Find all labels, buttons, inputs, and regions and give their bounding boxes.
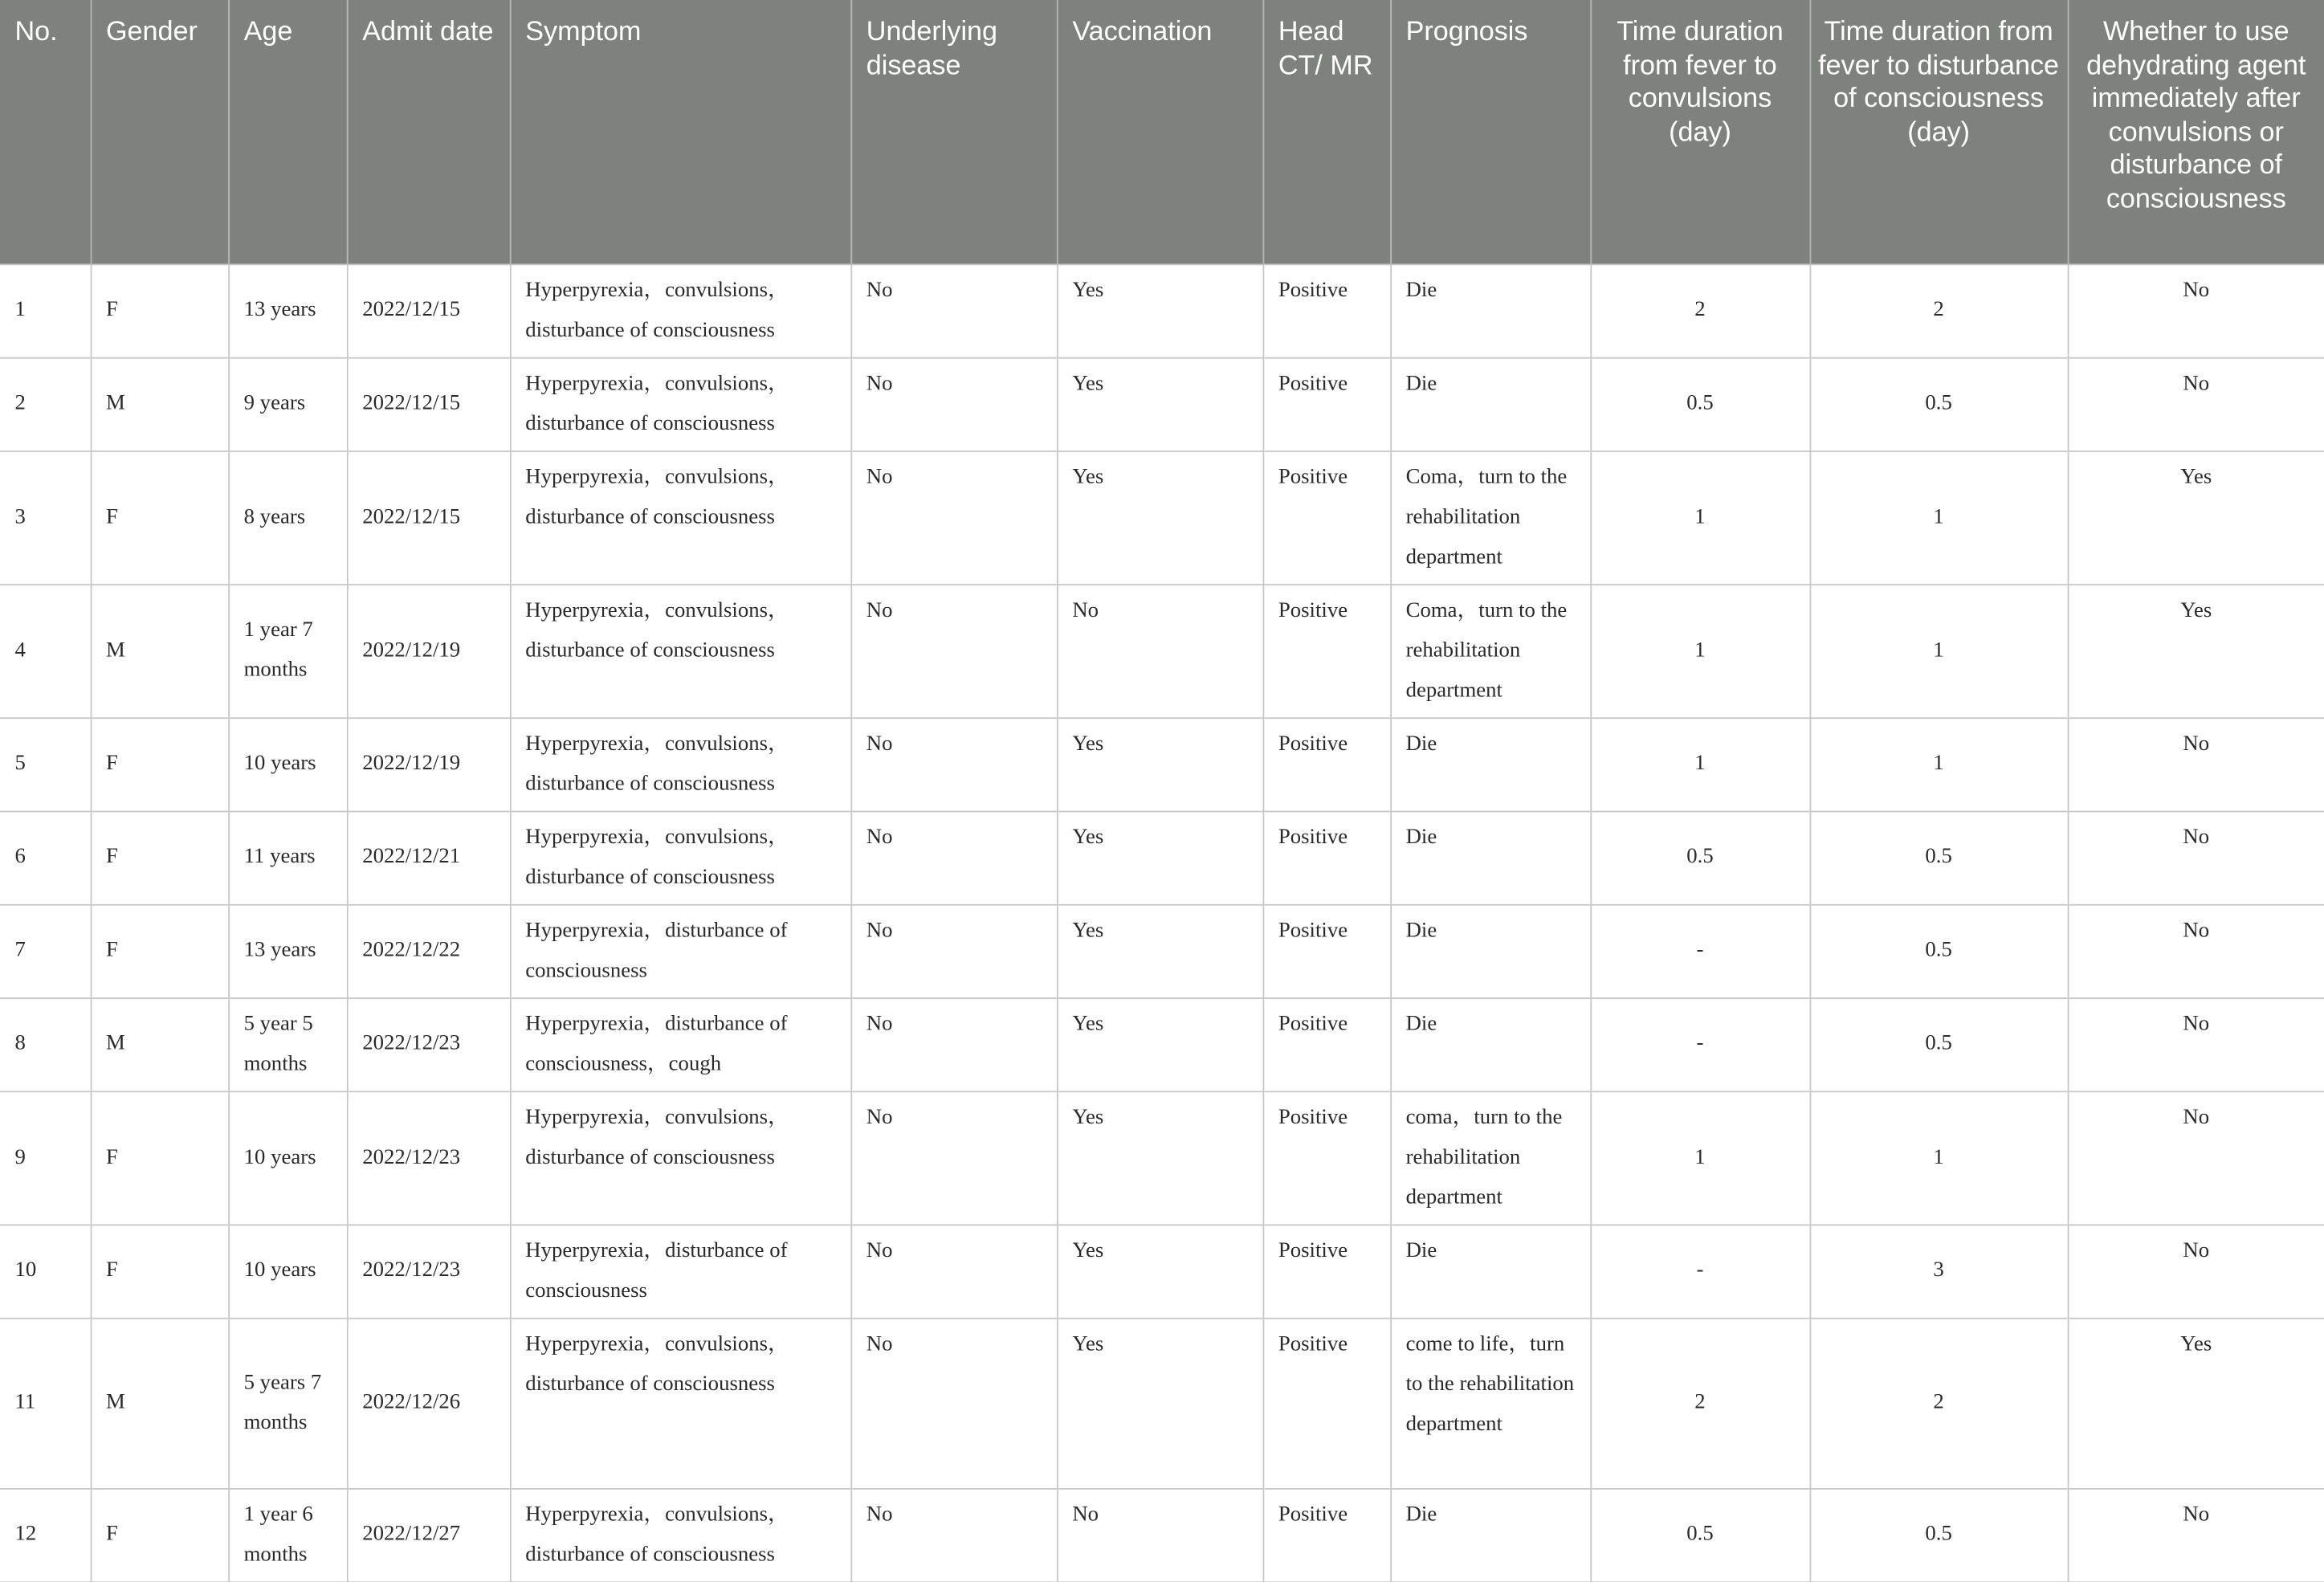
cell-admit-date: 2022/12/27 [347,1488,510,1581]
cell-fever-to-consciousness: 3 [1810,1225,2068,1318]
cell-fever-to-convulsions: 2 [1590,1318,1809,1488]
cell-no: 8 [0,997,91,1091]
cell-underlying-disease: No [850,811,1057,904]
cell-fever-to-consciousness: 0.5 [1810,997,2068,1091]
cell-age: 1 year 7 months [228,584,347,717]
header-admit-date: Admit date [347,0,510,264]
cell-symptom: Hyperpyrexia，convulsions，disturbance of consciousness [510,811,851,904]
header-fever-to-consciousness: Time duration from fever to disturbance of consciousness (day) [1810,0,2068,264]
cell-admit-date: 2022/12/19 [347,717,510,810]
cell-head-ct-mr: Positive [1263,997,1391,1091]
cell-vaccination: Yes [1057,1318,1263,1488]
cell-gender: M [91,1318,229,1488]
cell-symptom: Hyperpyrexia，convulsions，disturbance of consciousness [510,1091,851,1224]
cell-dehydrating-agent: No [2068,1225,2324,1318]
cell-fever-to-convulsions: 0.5 [1590,1488,1809,1581]
cell-head-ct-mr: Positive [1263,904,1391,997]
cell-admit-date: 2022/12/15 [347,451,510,584]
cell-gender: F [91,811,229,904]
cell-prognosis: Coma，turn to the rehabilitation department [1390,451,1590,584]
cell-vaccination: Yes [1057,357,1263,451]
header-vaccination: Vaccination [1057,0,1263,264]
cell-prognosis: Die [1390,811,1590,904]
cell-admit-date: 2022/12/26 [347,1318,510,1488]
cell-underlying-disease: No [850,904,1057,997]
cell-head-ct-mr: Positive [1263,357,1391,451]
cell-vaccination: Yes [1057,451,1263,584]
cell-fever-to-convulsions: - [1590,904,1809,997]
cell-vaccination: Yes [1057,1225,1263,1318]
cell-fever-to-consciousness: 2 [1810,1318,2068,1488]
cell-dehydrating-agent: No [2068,357,2324,451]
cell-prognosis: Die [1390,1225,1590,1318]
cell-age: 13 years [228,264,347,357]
cell-age: 1 year 6 months [228,1488,347,1581]
cell-fever-to-convulsions: 1 [1590,717,1809,810]
cell-underlying-disease: No [850,1225,1057,1318]
cell-fever-to-convulsions: - [1590,997,1809,1091]
table-row [0,811,2324,904]
cell-head-ct-mr: Positive [1263,584,1391,717]
cell-symptom: Hyperpyrexia，disturbance of consciousness [510,1225,851,1318]
cell-age: 9 years [228,357,347,451]
cell-underlying-disease: No [850,584,1057,717]
cell-fever-to-consciousness: 1 [1810,1091,2068,1224]
header-no: No. [0,0,91,264]
header-underlying-disease: Underlying disease [850,0,1057,264]
table-row [0,451,2324,584]
cell-age: 5 year 5 months [228,997,347,1091]
table-row [0,904,2324,997]
cell-prognosis: Coma，turn to the rehabilitation department [1390,584,1590,717]
cell-prognosis: Die [1390,904,1590,997]
cell-admit-date: 2022/12/22 [347,904,510,997]
cell-head-ct-mr: Positive [1263,451,1391,584]
cell-age: 10 years [228,717,347,810]
cell-dehydrating-agent: No [2068,811,2324,904]
table-row [0,264,2324,357]
cell-admit-date: 2022/12/15 [347,357,510,451]
table-row [0,1091,2324,1224]
cell-symptom: Hyperpyrexia，convulsions，disturbance of consciousness [510,451,851,584]
cell-prognosis: coma，turn to the rehabilitation department [1390,1091,1590,1224]
cell-dehydrating-agent: No [2068,717,2324,810]
cell-gender: F [91,264,229,357]
cell-vaccination: Yes [1057,997,1263,1091]
cell-no: 1 [0,264,91,357]
cell-admit-date: 2022/12/23 [347,997,510,1091]
cell-fever-to-consciousness: 0.5 [1810,904,2068,997]
cell-fever-to-consciousness: 1 [1810,451,2068,584]
cell-gender: M [91,997,229,1091]
cell-head-ct-mr: Positive [1263,1488,1391,1581]
table-row [0,584,2324,717]
cell-dehydrating-agent: No [2068,1488,2324,1581]
cell-head-ct-mr: Positive [1263,717,1391,810]
cell-fever-to-consciousness: 1 [1810,717,2068,810]
cell-head-ct-mr: Positive [1263,1318,1391,1488]
cell-no: 5 [0,717,91,810]
cell-admit-date: 2022/12/19 [347,584,510,717]
cell-fever-to-consciousness: 0.5 [1810,357,2068,451]
cell-fever-to-convulsions: 1 [1590,1091,1809,1224]
cell-no: 12 [0,1488,91,1581]
cell-fever-to-consciousness: 1 [1810,584,2068,717]
cell-prognosis: Die [1390,357,1590,451]
cell-underlying-disease: No [850,357,1057,451]
cell-prognosis: Die [1390,717,1590,810]
cell-gender: F [91,1091,229,1224]
cell-age: 11 years [228,811,347,904]
table-row [0,1318,2324,1488]
cell-fever-to-convulsions: 1 [1590,451,1809,584]
cell-age: 10 years [228,1091,347,1224]
cell-vaccination: Yes [1057,264,1263,357]
cell-admit-date: 2022/12/21 [347,811,510,904]
cell-fever-to-consciousness: 0.5 [1810,1488,2068,1581]
cell-gender: F [91,904,229,997]
cell-vaccination: Yes [1057,811,1263,904]
table-row [0,1488,2324,1581]
cell-gender: F [91,1488,229,1581]
cell-gender: M [91,584,229,717]
cell-gender: F [91,451,229,584]
cell-no: 10 [0,1225,91,1318]
cell-no: 7 [0,904,91,997]
table-row [0,717,2324,810]
cell-dehydrating-agent: Yes [2068,584,2324,717]
cell-head-ct-mr: Positive [1263,811,1391,904]
header-gender: Gender [91,0,229,264]
cell-underlying-disease: No [850,1091,1057,1224]
header-symptom: Symptom [510,0,851,264]
cell-prognosis: Die [1390,1488,1590,1581]
cell-age: 10 years [228,1225,347,1318]
cell-no: 2 [0,357,91,451]
cell-age: 5 years 7 months [228,1318,347,1488]
cell-symptom: Hyperpyrexia，disturbance of consciousness，cough [510,997,851,1091]
cell-underlying-disease: No [850,717,1057,810]
cell-gender: F [91,717,229,810]
cell-gender: F [91,1225,229,1318]
table-row [0,997,2324,1091]
cell-symptom: Hyperpyrexia，convulsions，disturbance of consciousness [510,264,851,357]
cell-fever-to-consciousness: 2 [1810,264,2068,357]
cell-admit-date: 2022/12/23 [347,1225,510,1318]
cell-dehydrating-agent: No [2068,264,2324,357]
cell-fever-to-consciousness: 0.5 [1810,811,2068,904]
cell-admit-date: 2022/12/23 [347,1091,510,1224]
cell-fever-to-convulsions: 0.5 [1590,811,1809,904]
cell-prognosis: Die [1390,997,1590,1091]
cell-symptom: Hyperpyrexia，convulsions，disturbance of consciousness [510,357,851,451]
cell-underlying-disease: No [850,1318,1057,1488]
table-row [0,1225,2324,1318]
cell-dehydrating-agent: No [2068,1091,2324,1224]
cell-underlying-disease: No [850,997,1057,1091]
cell-prognosis: Die [1390,264,1590,357]
cell-vaccination: Yes [1057,904,1263,997]
header-fever-to-convulsions: Time duration from fever to convulsions (day) [1590,0,1809,264]
cell-symptom: Hyperpyrexia，convulsions，disturbance of consciousness [510,717,851,810]
cell-no: 4 [0,584,91,717]
cell-dehydrating-agent: No [2068,904,2324,997]
cell-symptom: Hyperpyrexia，disturbance of consciousness [510,904,851,997]
cell-no: 6 [0,811,91,904]
cell-gender: M [91,357,229,451]
cell-symptom: Hyperpyrexia，convulsions，disturbance of consciousness [510,584,851,717]
cell-prognosis: come to life，turn to the rehabilitation department [1390,1318,1590,1488]
cell-fever-to-convulsions: - [1590,1225,1809,1318]
cell-underlying-disease: No [850,1488,1057,1581]
cell-no: 3 [0,451,91,584]
cell-fever-to-convulsions: 1 [1590,584,1809,717]
header-dehydrating-agent: Whether to use dehydrating agent immediately after convulsions or disturbance of consciousness [2068,0,2324,264]
cell-underlying-disease: No [850,264,1057,357]
cell-no: 9 [0,1091,91,1224]
cell-fever-to-convulsions: 2 [1590,264,1809,357]
cell-vaccination: No [1057,584,1263,717]
cell-vaccination: No [1057,1488,1263,1581]
cell-head-ct-mr: Positive [1263,264,1391,357]
cell-dehydrating-agent: No [2068,997,2324,1091]
table-row [0,357,2324,451]
cell-vaccination: Yes [1057,1091,1263,1224]
cell-head-ct-mr: Positive [1263,1091,1391,1224]
header-prognosis: Prognosis [1390,0,1590,264]
cell-dehydrating-agent: Yes [2068,451,2324,584]
cell-age: 8 years [228,451,347,584]
cell-underlying-disease: No [850,451,1057,584]
cell-fever-to-convulsions: 0.5 [1590,357,1809,451]
cell-dehydrating-agent: Yes [2068,1318,2324,1488]
cell-symptom: Hyperpyrexia，convulsions，disturbance of consciousness [510,1318,851,1488]
cell-vaccination: Yes [1057,717,1263,810]
header-row [0,0,2324,264]
cell-age: 13 years [228,904,347,997]
cell-head-ct-mr: Positive [1263,1225,1391,1318]
cell-no: 11 [0,1318,91,1488]
header-age: Age [228,0,347,264]
cell-admit-date: 2022/12/15 [347,264,510,357]
header-head-ct-mr: Head CT/ MR [1263,0,1391,264]
cell-symptom: Hyperpyrexia，convulsions，disturbance of consciousness [510,1488,851,1581]
